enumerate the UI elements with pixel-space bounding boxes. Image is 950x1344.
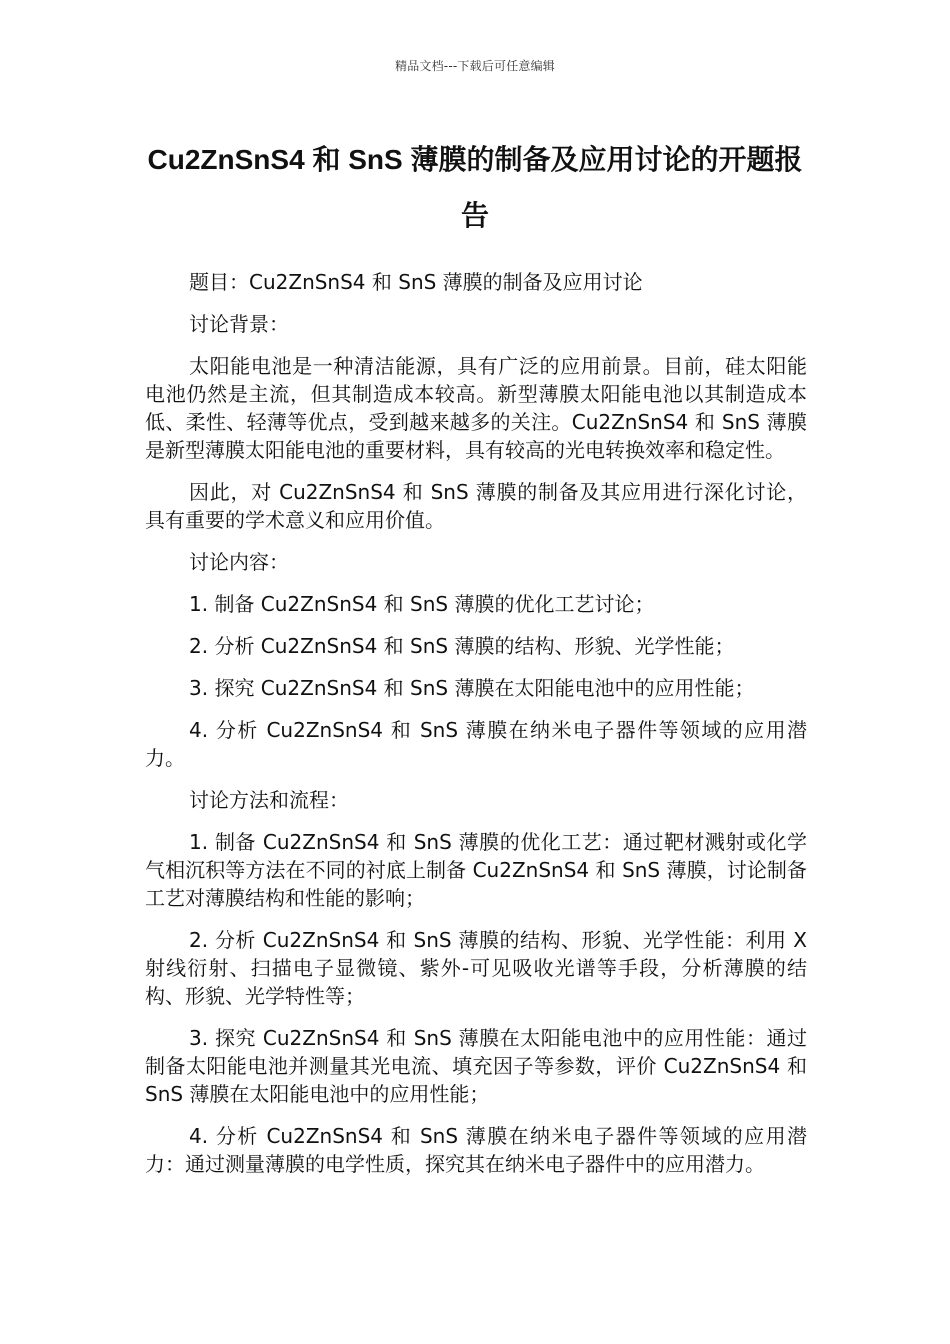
document-title: Cu2ZnSnS4 和 SnS 薄膜的制备及应用讨论的开题报告: [147, 144, 803, 231]
paragraph-method-item-3: 3. 探究 Cu2ZnSnS4 和 SnS 薄膜在太阳能电池中的应用性能：通过制备太阳能电池并测量其光电流、填充因子等参数，评价 Cu2ZnSnS4 和 SnS 薄膜在太阳能电池中的应用性能；: [145, 1026, 807, 1106]
paragraph-content-item-3: 3. 探究 Cu2ZnSnS4 和 SnS 薄膜在太阳能电池中的应用性能；: [189, 676, 755, 700]
paragraph-significance: 因此，对 Cu2ZnSnS4 和 SnS 薄膜的制备及其应用进行深化讨论，具有重要的学术意义和应用价值。: [145, 480, 807, 532]
document-body: [145, 268, 807, 1192]
paragraph-topic: 题目：Cu2ZnSnS4 和 SnS 薄膜的制备及应用讨论: [189, 270, 643, 294]
header-note: 精品文档---下载后可任意编辑: [395, 59, 555, 73]
paragraph-background: 太阳能电池是一种清洁能源，具有广泛的应用前景。目前，硅太阳能电池仍然是主流，但其制造成本较高。新型薄膜太阳能电池以其制造成本低、柔性、轻薄等优点，受到越来越多的关注。Cu2ZnSnS4 和 SnS 薄膜是新型薄膜太阳能电池的重要材料，具有较高的光电转换效率和稳定性。: [145, 354, 807, 462]
paragraph-method-item-2: 2. 分析 Cu2ZnSnS4 和 SnS 薄膜的结构、形貌、光学性能：利用 X 射线衍射、扫描电子显微镜、紫外-可见吸收光谱等手段，分析薄膜的结构、形貌、光学特性等；: [145, 928, 807, 1008]
paragraph-method-item-4: 4. 分析 Cu2ZnSnS4 和 SnS 薄膜在纳米电子器件等领域的应用潜力：通过测量薄膜的电学性质，探究其在纳米电子器件中的应用潜力。: [145, 1124, 807, 1176]
paragraph-content-item-4: 4. 分析 Cu2ZnSnS4 和 SnS 薄膜在纳米电子器件等领域的应用潜力。: [145, 718, 807, 770]
paragraph-background-heading: 讨论背景：: [189, 312, 289, 336]
paragraph-content-heading: 讨论内容：: [189, 550, 289, 574]
paragraph-content-item-1: 1. 制备 Cu2ZnSnS4 和 SnS 薄膜的优化工艺讨论；: [189, 592, 655, 616]
paragraph-content-item-2: 2. 分析 Cu2ZnSnS4 和 SnS 薄膜的结构、形貌、光学性能；: [189, 634, 735, 658]
paragraph-method-item-1: 1. 制备 Cu2ZnSnS4 和 SnS 薄膜的优化工艺：通过靶材溅射或化学气相沉积等方法在不同的衬底上制备 Cu2ZnSnS4 和 SnS 薄膜，讨论制备工艺对薄膜结构和性能的影响；: [145, 830, 807, 910]
paragraph-method-heading: 讨论方法和流程：: [189, 788, 349, 812]
